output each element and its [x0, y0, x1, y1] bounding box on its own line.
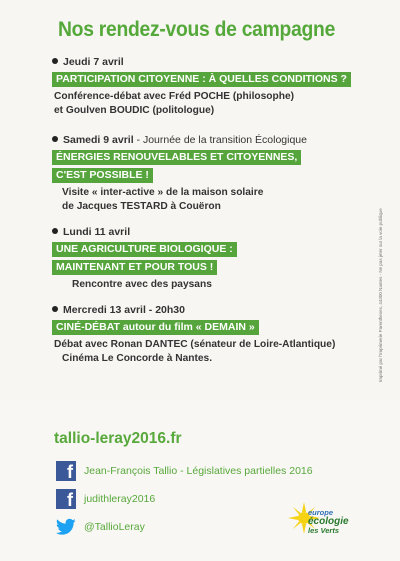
- social-facebook-2[interactable]: [56, 488, 155, 510]
- event-4: [52, 304, 372, 365]
- bullet-icon: [52, 58, 58, 64]
- event-banner: UNE AGRICULTURE BIOLOGIQUE :: [52, 242, 237, 257]
- event-banner: CINÉ-DÉBAT autour du film « DEMAIN »: [52, 320, 259, 335]
- event-description: Conférence-débat avec Fréd POCHE (philosophe): [54, 91, 295, 102]
- event-date: Lundi 11 avril: [52, 226, 372, 239]
- event-banner: PARTICIPATION CITOYENNE : À QUELLES CONDITIONS ?: [52, 72, 351, 87]
- event-date: Jeudi 7 avril: [52, 56, 372, 69]
- event-banner: C'EST POSSIBLE !: [52, 168, 153, 183]
- bullet-icon: [52, 306, 58, 312]
- twitter-icon: [56, 518, 76, 536]
- event-date: Samedi 9 avril - Journée de la transition Écologique: [52, 134, 372, 147]
- logo-text: europe écologie les Verts: [308, 508, 349, 535]
- event-description: Débat avec Ronan DANTEC (sénateur de Loire-Atlantique): [54, 339, 336, 350]
- event-description: de Jacques TESTARD à Couëron: [62, 200, 221, 212]
- eelv-logo: [288, 500, 360, 548]
- social-label: @TallioLeray: [84, 521, 145, 533]
- social-label: Jean-François Tallio - Législatives partielles 2016: [84, 465, 313, 477]
- social-facebook-1[interactable]: [56, 460, 313, 482]
- event-banner: ÉNERGIES RENOUVELABLES ET CITOYENNES,: [52, 150, 301, 165]
- social-twitter[interactable]: [56, 516, 145, 538]
- page-title: Nos rendez-vous de campagne: [58, 18, 336, 41]
- website-link[interactable]: tallio-leray2016.fr: [54, 430, 182, 447]
- bullet-icon: [52, 136, 58, 142]
- event-3: [52, 226, 372, 292]
- event-description: Visite « inter-active » de la maison solaire: [62, 187, 264, 198]
- social-label: judithleray2016: [84, 493, 156, 505]
- event-description: et Goulven BOUDIC (politologue): [54, 104, 215, 116]
- facebook-icon: f: [56, 461, 76, 481]
- event-description: Rencontre avec des paysans: [72, 279, 212, 290]
- event-description: Cinéma Le Concorde à Nantes.: [62, 352, 213, 364]
- event-banner: MAINTENANT ET POUR TOUS !: [52, 260, 217, 275]
- event-2: [52, 134, 372, 213]
- event-1: [52, 56, 372, 117]
- printer-notice: Imprimé par l'Imprimerie Parentheses, 44300 Nantes - Ne pas jeter sur la voie publique: [378, 208, 383, 382]
- bullet-icon: [52, 228, 58, 234]
- facebook-icon: f: [56, 489, 76, 509]
- event-date: Mercredi 13 avril - 20h30: [52, 304, 372, 317]
